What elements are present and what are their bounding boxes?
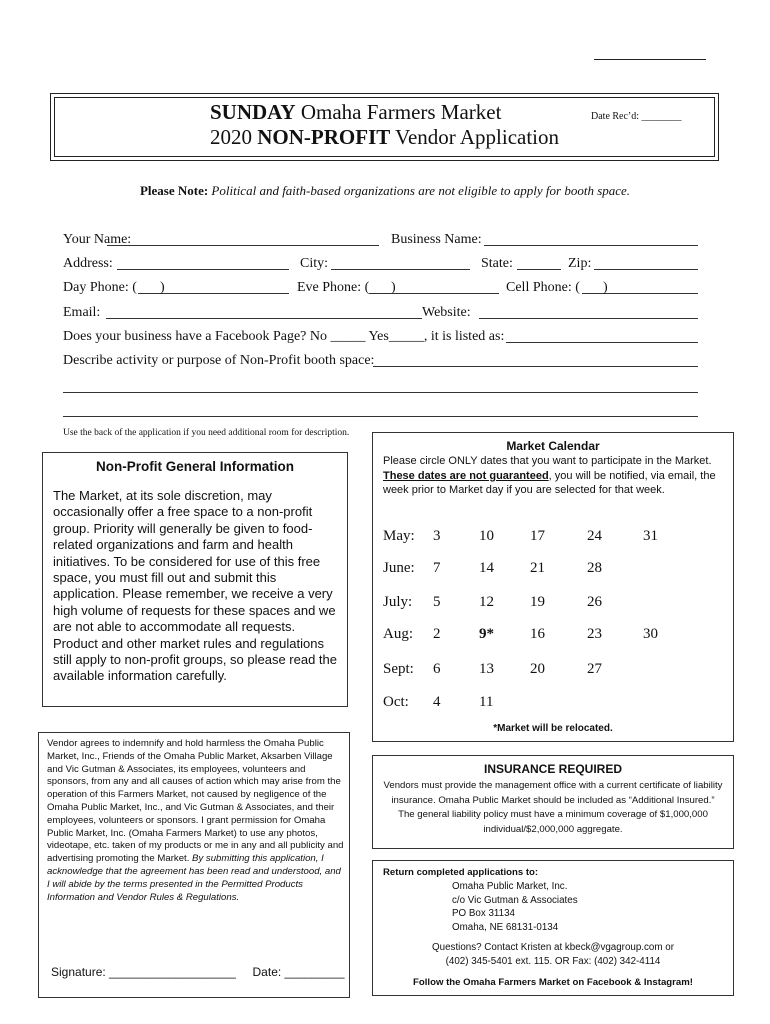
day-phone-paren: ) (160, 280, 165, 295)
indemnity-box (38, 732, 350, 998)
date-option[interactable]: 14 (479, 560, 494, 576)
signature-line[interactable]: Signature: ___________________ Date: _________ (51, 965, 345, 979)
date-option[interactable]: 26 (587, 594, 602, 610)
back-note: Use the back of the application if you need additional room for description. (63, 428, 350, 438)
cell-phone-label: Cell Phone: ( (506, 280, 580, 295)
month-label: June: (383, 560, 415, 576)
nonprofit-info-box (42, 452, 348, 707)
nonprofit-body: The Market, at its sole discretion, may occasionally offer a free space to a non-profit group. Priority will generally be given to food-related organizations and farm and health initiatives. To be considered for use of this free space, you must fill out and submit this application. Please remember, we receive a very high volume of requests for these spaces and we are not able to accommodate all requests. Product and other market rules and regulations still apply to non-profit groups, so please read the available information carefully. (53, 488, 338, 684)
questions-contact: Questions? Contact Kristen at kbeck@vgagroup.com or (402) 345-5401 ext. 115. OR Fax: (402) 342-4114 (432, 942, 674, 967)
cell-phone-paren: ) (603, 280, 608, 295)
facebook-question: Does your business have a Facebook Page? No _____ Yes_____, it is listed as: (63, 329, 505, 344)
date-option[interactable]: 11 (479, 694, 494, 710)
city-field[interactable] (331, 269, 470, 270)
title-line-2: 2020 NON-PROFIT Vendor Application (210, 125, 560, 149)
calendar-title: Market Calendar (506, 439, 600, 453)
title-line-1: SUNDAY Omaha Farmers Market (210, 100, 502, 124)
date-option[interactable]: 20 (530, 661, 545, 677)
website-label: Website: (422, 305, 471, 320)
address-field[interactable] (117, 269, 289, 270)
describe-label: Describe activity or purpose of Non-Profit booth space: (63, 353, 375, 368)
date-line[interactable]: Date: _________ (252, 965, 345, 979)
eve-phone-paren: ) (391, 280, 396, 295)
insurance-box (372, 755, 734, 849)
facebook-field[interactable] (506, 342, 698, 343)
indemnity-text: Vendor agrees to indemnify and hold harmless the Omaha Public Market, Inc., Friends of the Omaha Public Market, Aksarben Village and Vic Gutman & Associates, its employees, volunteers and sponsors, from any and all causes of action which may arise from the operation of this Farmers Market, not caused by negligence of the Omaha Public Market, Inc., and Vic Gutman & Associates, and their employees, volunteers or sponsors. I grant permission for Omaha Public Market, Inc. (Omaha Farmers Market) to use any photos, videotape, etc. taken of my products or me in any and all publicity and advertising promoting the Market. By submitting this application, I acknowledge that the agreement has been read and understood, and I will abide by the terms presented in the Permitted Products Information and Vendor Rules & Regulations. (47, 738, 344, 903)
date-option[interactable]: 16 (530, 626, 545, 642)
day-phone-label: Day Phone: ( (63, 280, 137, 295)
market-calendar-box (372, 432, 734, 742)
insurance-title: INSURANCE REQUIRED (483, 762, 622, 776)
month-label: July: (383, 594, 413, 610)
date-option[interactable]: 17 (530, 528, 545, 544)
date-option[interactable]: 30 (643, 626, 658, 642)
date-option[interactable]: 3 (433, 528, 441, 544)
email-field[interactable] (106, 318, 422, 319)
describe-field-2[interactable] (63, 392, 698, 393)
city-label: City: (300, 256, 329, 271)
month-label: Oct: (383, 694, 409, 710)
relocated-note: *Market will be relocated. (493, 723, 613, 734)
month-label: Aug: (383, 626, 413, 642)
calendar-row-may (383, 528, 728, 548)
date-option[interactable]: 23 (587, 626, 602, 642)
date-option[interactable]: 21 (530, 560, 545, 576)
website-field[interactable] (479, 318, 698, 319)
calendar-row-oct (383, 694, 728, 714)
month-label: May: (383, 528, 415, 544)
date-option-relocated[interactable]: 9* (479, 626, 494, 642)
state-field[interactable] (517, 269, 561, 270)
date-option[interactable]: 31 (643, 528, 658, 544)
business-name-field[interactable] (484, 245, 698, 246)
date-option[interactable]: 19 (530, 594, 545, 610)
insurance-body: Vendors must provide the management office with a current certificate of liability insurance. Omaha Public Market should be included as “Additional Insured.” The general liability policy must have a minimum coverage of $1,000,000 individual/$2,000,000 aggregate. (383, 780, 723, 835)
please-note: Please Note: Political and faith-based organizations are not eligible to apply for booth space. (139, 183, 631, 198)
top-signature-line (594, 59, 706, 60)
follow-social: Follow the Omaha Farmers Market on Facebook & Instagram! (413, 977, 693, 988)
return-address: Omaha Public Market, Inc. c/o Vic Gutman & Associates PO Box 31134 Omaha, NE 68131-0134 (452, 881, 578, 933)
eve-phone-field[interactable] (369, 293, 499, 294)
your-name-field[interactable] (107, 245, 379, 246)
address-label: Address: (63, 256, 113, 271)
date-option[interactable]: 12 (479, 594, 494, 610)
date-option[interactable]: 28 (587, 560, 602, 576)
state-label: State: (481, 256, 513, 271)
month-label: Sept: (383, 661, 414, 677)
describe-field-1[interactable] (373, 366, 698, 367)
calendar-row-june (383, 560, 728, 580)
calendar-row-aug (383, 626, 728, 646)
date-option[interactable]: 13 (479, 661, 494, 677)
calendar-row-july (383, 594, 728, 614)
return-label: Return completed applications to: (383, 867, 539, 878)
date-option[interactable]: 5 (433, 594, 441, 610)
calendar-intro: Please circle ONLY dates that you want to participate in the Market. These dates are not guaranteed, you will be notified, via email, the week prior to Market day if you are selected for that week. (383, 455, 716, 497)
zip-label: Zip: (568, 256, 592, 271)
eve-phone-label: Eve Phone: ( (297, 280, 370, 295)
email-label: Email: (63, 305, 101, 320)
your-name-label: Your Name: (63, 232, 132, 247)
date-option[interactable]: 7 (433, 560, 441, 576)
cell-phone-field[interactable] (582, 293, 698, 294)
nonprofit-title: Non-Profit General Information (95, 459, 294, 474)
date-option[interactable]: 24 (587, 528, 602, 544)
business-name-label: Business Name: (391, 232, 482, 247)
date-option[interactable]: 6 (433, 661, 441, 677)
date-option[interactable]: 4 (433, 694, 441, 710)
date-received: Date Rec’d: ________ (591, 111, 682, 122)
calendar-row-sept (383, 661, 728, 681)
return-box (372, 860, 734, 996)
date-option[interactable]: 27 (587, 661, 602, 677)
date-option[interactable]: 2 (433, 626, 441, 642)
zip-field[interactable] (594, 269, 698, 270)
describe-field-3[interactable] (63, 416, 698, 417)
date-option[interactable]: 10 (479, 528, 494, 544)
